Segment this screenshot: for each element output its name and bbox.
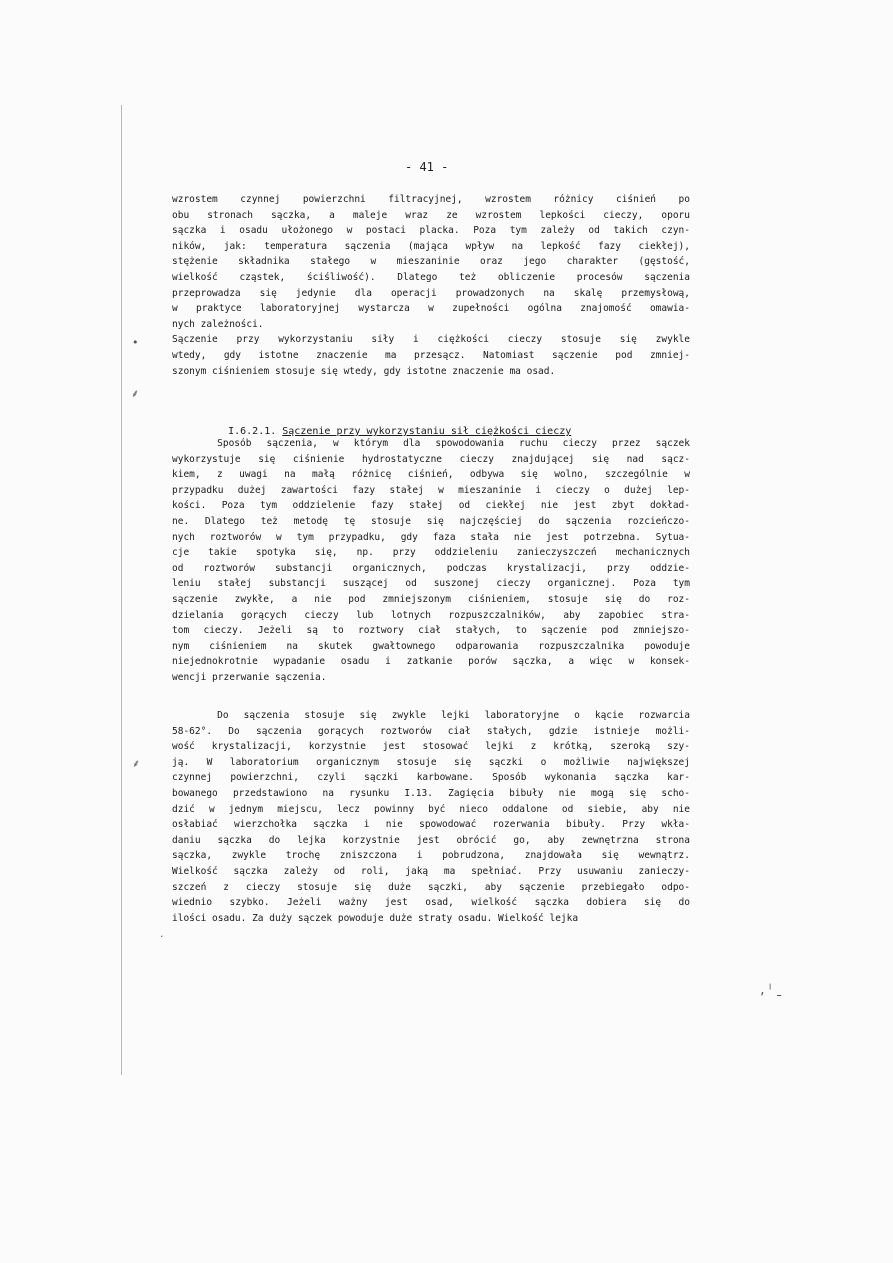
margin-dot-mark: ·	[160, 930, 164, 943]
text-line: wość krystalizacji, korzystnie jest stosować lejki z krótką, szeroką szy-	[172, 741, 690, 753]
page-number: - 41 -	[405, 160, 449, 174]
text-line: szonym ciśnieniem stosuje się wtedy, gdy istotne znaczenie ma osad.	[172, 365, 556, 377]
text-line: przypadku dużej zawartości fazy stałej w mieszaninie i cieczy o dużej lep-	[172, 484, 690, 496]
text-line: wielkość cząstek, ściśliwość). Dlatego też obliczenie procesów sączenia	[172, 271, 690, 283]
text-line: sączenie zwykłe, a nie pod zmniejszonym ciśnieniem, stosuje się do roz-	[172, 593, 690, 605]
text-line: obu stronach sączka, a maleje wraz ze wzrostem lepkości cieczy, oporu	[172, 209, 690, 221]
text-line: daniu sączka do lejka korzystnie jest obrócić go, aby zewnętrzna strona	[172, 834, 690, 846]
text-line: stężenie składnika stałego w mieszaninie oraz jego charakter (gęstość,	[172, 256, 690, 268]
text-line: ników, jak: temperatura sączenia (mająca wpływ na lepkość fazy ciekłej),	[172, 240, 690, 252]
text-line: wykorzystuje się ciśnienie hydrostatyczne cieczy znajdującej się nad sącz-	[172, 453, 690, 465]
text-line: cje takie spotyka się, np. przy oddzieleniu zanieczyszczeń mechanicznych	[172, 547, 690, 559]
text-line: Sposób sączenia, w którym dla spowodowania ruchu cieczy przez sączek	[172, 438, 690, 449]
text-line: od roztworów substancji organicznych, podczas krystalizacji, przy oddzie-	[172, 562, 690, 574]
text-line: dzielania gorących cieczy lub lotnych rozpuszczalników, aby zapobiec stra-	[172, 609, 690, 621]
text-line: nym ciśnieniem na skutek gwałtownego odparowania rozpuszczalnika powoduje	[172, 640, 690, 652]
text-line: ją. W laboratorium organicznym stosuje się sączki o możliwie największej	[172, 756, 690, 768]
text-line: szczeń z cieczy stosuje się duże sączki, aby sączenie przebiegało odpo-	[172, 881, 690, 893]
text-line: 58-62°. Do sączenia gorących roztworów ciał stałych, gdzie istnieje możli-	[172, 725, 690, 737]
text-line: nych roztworów w tym przypadku, gdy faza stała nie jest potrzebna. Sytua-	[172, 531, 690, 543]
text-line: Sączenie przy wykorzystaniu siły i ciężkości cieczy stosuje się zwykle	[172, 334, 690, 346]
margin-scribble-mark: ⸙	[132, 757, 141, 770]
section-title: Sączenie przy wykorzystaniu sił ciężkości cieczy	[282, 426, 572, 437]
text-line: przeprowadza się jedynie dla operacji prowadzonych na skalę przemysłową,	[172, 287, 690, 299]
text-line: Do sączenia stosuje się zwykle lejki laboratoryjne o kącie rozwarcia	[172, 710, 690, 721]
text-line: wtedy, gdy istotne znaczenie ma przesącz. Natomiast sączenie pod zmniej-	[172, 349, 690, 361]
text-line: bowanego przedstawiono na rysunku I.13. Zagięcia bibuły nie mogą się scho-	[172, 787, 690, 799]
text-line: wencji przerwanie sączenia.	[172, 671, 327, 683]
text-line: niejednokrotnie wypadanie osadu i zatkanie porów sączka, a więc w konsek-	[172, 656, 690, 668]
text-line: kiem, z uwagi na małą różnicę ciśnień, odbywa się wolno, szczególnie w	[172, 469, 690, 481]
text-line: czynnej powierzchni, czyli sączki karbowane. Sposób wykonania sączka kar-	[172, 772, 690, 784]
text-line: kości. Poza tym oddzielenie fazy stałej od ciekłej nie jest zbyt dokład-	[172, 500, 690, 512]
text-line: w praktyce laboratoryjnej wystarcza w zupełności ogólna znajomość omawia-	[172, 303, 690, 315]
text-line: ne. Dlatego też metodę tę stosuje się najczęściej do sączenia rozcieńczo-	[172, 515, 690, 527]
paragraph-gravity-filtration	[172, 436, 690, 686]
text-line: leniu stałej substancji suszącej od suszonej cieczy organicznej. Poza tym	[172, 578, 690, 590]
text-line: wiednio szybko. Jeżeli ważny jest osad, wielkość sączka dobiera się do	[172, 897, 690, 909]
text-line: sączka i osadu ułożonego w postaci placka. Poza tym zależy od takich czyn-	[172, 225, 690, 237]
text-line: dzić w jednym miejscu, lecz powinny być nieco oddalone od siebie, aby nie	[172, 803, 690, 815]
margin-scribble-mark: ⸙	[131, 387, 140, 400]
binding-edge-line	[121, 105, 122, 1075]
text-line: wzrostem czynnej powierzchni filtracyjnej, wzrostem różnicy ciśnień po	[172, 194, 690, 205]
paragraph-funnels-filters	[172, 708, 690, 926]
paragraph-intro	[172, 192, 690, 379]
text-line: sączka, zwykle trochę zniszczona i pobrudzona, znajdowała się wewnątrz.	[172, 850, 690, 862]
text-line: osłabiać wierzchołka sączka i nie spowodować rozerwania bibuły. Przy wkła-	[172, 819, 690, 831]
text-line: tom cieczy. Jeżeli są to roztwory ciał stałych, to sączenie pod zmniejszo-	[172, 625, 690, 637]
text-line: ilości osadu. Za duży sączek powoduje duże straty osadu. Wielkość lejka	[172, 912, 579, 924]
margin-dot-mark: •	[132, 336, 139, 349]
text-line: nych zależności.	[172, 318, 264, 330]
section-number: I.6.2.1.	[228, 426, 277, 437]
margin-stray-mark: ‚ ˡ ˍ	[760, 982, 783, 998]
text-line: Wielkość sączka zależy od roli, jaką ma spełniać. Przy usuwaniu zanieczy-	[172, 865, 690, 877]
